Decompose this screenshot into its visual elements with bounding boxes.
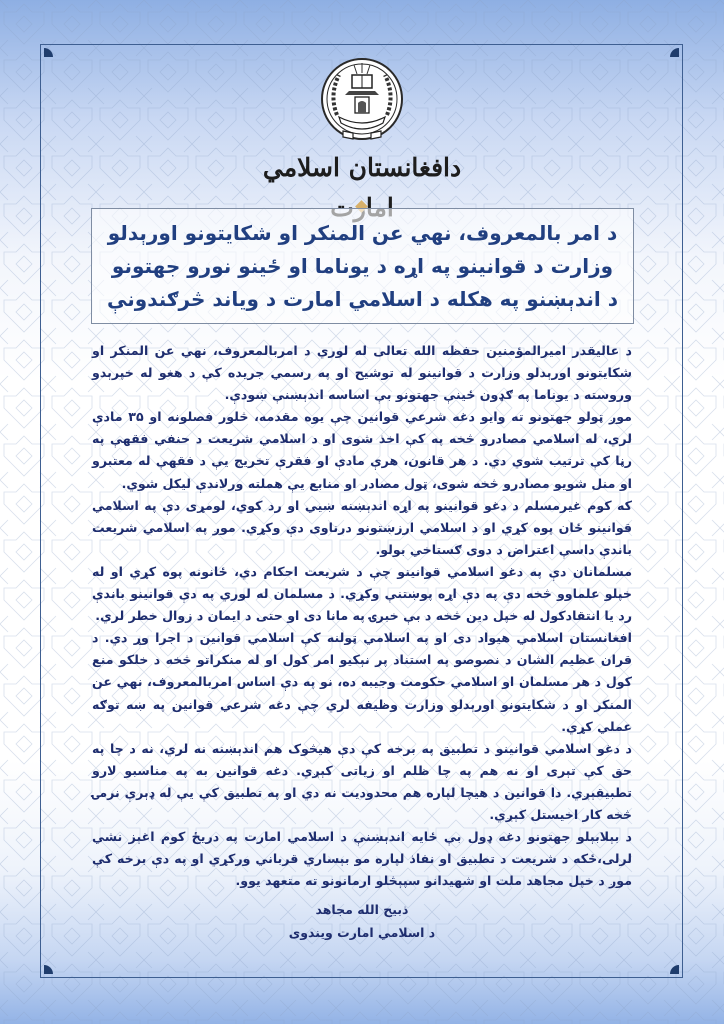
paragraph: مسلمانان دې په دغو اسلامي قوانینو چې د شریعت احکام دي، ځانونه پوه کړي او له خپلو علماوو څخه دې په دې اړه پوښتنې وکړي. د مسلمان له لوري په دې قوانینو باندې رد یا انتقادکول له خپل دین څخه د بې خبرۍ په مانا دی او حتی د ایمان د زوال خطر لري. bbox=[92, 563, 632, 624]
corner-ornament-bottom-left bbox=[44, 965, 53, 974]
paragraph: د بېلابېلو جهتونو دغه ډول بې ځایه اندېښنې د اسلامي امارت په دریځ کوم اغېز نشي لرلی،ځکه د شریعت د تطبیق او نفاذ لپاره مو بېساري قرباني ورکړي او په دې برخه کې موږ د خپل مجاهد ملت او شهیدانو سپېڅلو ارمانونو ته متعهد یوو. bbox=[92, 829, 632, 889]
paragraph: موږ ټولو جهتونو ته وایو دغه شرعي قوانین چې یوه مقدمه، څلور فصلونه او ۳۵ مادې لري، له اسلامي مصادرو څخه په کې اخذ شوی او د اسلامي شریعت د حنفي فقهې په رڼا کې ترتیب شوي دي. د هر قانون، هرې مادې او فقرې تخریج یې د فقهې له معتبرو او منل شویو مصادرو څخه شوی، ټول مصادر او منابع یې هملته ورلاندې لیکل شوي. bbox=[92, 409, 632, 491]
signature-block bbox=[262, 898, 462, 944]
paragraph: که کوم غیرمسلم د دغو قوانینو په اړه اندېښنه ښیي او رد کوي، لومړی دې په اسلامي قوانینو ځان پوه کړي او د اسلامي ارزښتونو درناوی دې وکړي. موږ په اسلامي شریعت باندې داسې اعتراض د دوی ګستاخي بولو. bbox=[92, 497, 632, 557]
paragraph: د دغو اسلامي قوانینو د تطبیق په برخه کې دې هیڅوک هم اندېښنه نه لري، نه د چا په حق کې تېری او نه هم په چا ظلم او زیاتی کېږي. دغه قوانین به په مناسبو لارو تطبیقېږي. دا قوانین د هیچا لپاره هم محدودیت نه دي او په تطبیق کې یې له ډېرې نرمۍ څخه کار اخیستل کېږي. bbox=[92, 740, 632, 822]
signatory-role: د اسلامي امارت ویندوی bbox=[288, 925, 436, 940]
emblem-icon bbox=[319, 55, 405, 143]
corner-ornament-top-left bbox=[44, 48, 53, 57]
paragraph: افغانستان اسلامي هیواد دی او په اسلامي ټولنه کې اسلامي قوانین د اجرا وړ دي. د قران عظیم الشان د نصوصو په استناد پر نېکیو امر کول او له منکراتو څخه د خلکو منع کول د هر مسلمان او اسلامي حکومت وجیبه ده، نو په دې اساس امربالمعروف، نهي عن المنکر او د شکایتونو اورېدلو وزارت وظیفه لري چې دغه شرعي قوانین په ښه توګه عملي کړي. bbox=[92, 630, 632, 734]
issuer-name-calligraphy: دافغانستان اسلامي bbox=[262, 153, 462, 182]
corner-ornament-top-right bbox=[670, 48, 679, 57]
statement-body bbox=[92, 340, 632, 892]
corner-ornament-bottom-right bbox=[670, 965, 679, 974]
document-title: د امر بالمعروف، نهي عن المنکر او شکایتونو اورېدلو وزارت د قوانینو په اړه د یوناما او ځینو نورو جهتونو د اندېښنو په هکله د اسلامي امارت د ویاند څرګندونې bbox=[107, 221, 618, 311]
paragraph: د عالیقدر امیرالمؤمنین حفظه الله تعالی له لوري د امربالمعروف، نهي عن المنکر او شکایتونو اورېدلو وزارت د قوانینو له توشیح او په رسمي جریده کې د هغو له خپرېدو وروسته د یوناما په ګډون ځینې جهتونو بې اساسه اندېښنې ښودې. bbox=[92, 343, 632, 403]
signatory-name: ذبیح الله مجاهد bbox=[315, 902, 409, 917]
title-box bbox=[91, 208, 634, 324]
